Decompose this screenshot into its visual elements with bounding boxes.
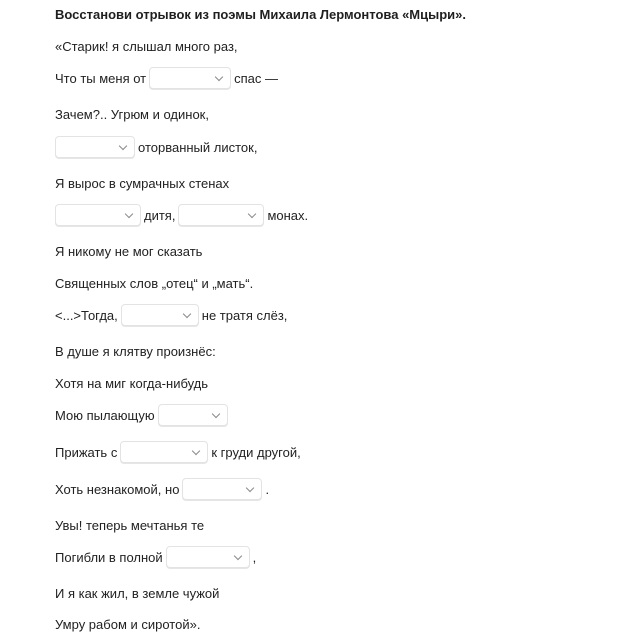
word-dropdown-5[interactable] xyxy=(121,304,199,326)
poem-text: «Старик! я слышал много раз, xyxy=(55,38,238,54)
chevron-down-icon xyxy=(211,409,219,417)
chevron-down-icon xyxy=(248,209,256,217)
poem-text: оторванный листок, xyxy=(138,139,258,155)
poem-text: спас — xyxy=(234,70,279,86)
poem-text: В душе я клятву произнёс: xyxy=(55,343,216,359)
poem-line xyxy=(55,477,269,501)
poem-text: Увы! теперь мечтанья те xyxy=(55,517,205,533)
chevron-down-icon xyxy=(119,141,127,149)
poem-text: Мою пылающую xyxy=(55,407,155,423)
poem-line xyxy=(55,135,257,159)
word-dropdown-8[interactable] xyxy=(182,478,262,500)
word-dropdown-1[interactable] xyxy=(149,67,231,89)
poem-text: Что ты меня от xyxy=(55,70,147,86)
poem-text: Прижать с xyxy=(55,444,118,460)
poem-text: Хоть незнакомой, но xyxy=(55,481,180,497)
chevron-down-icon xyxy=(215,72,223,80)
exercise-title: Восстанови отрывок из поэмы Михаила Лермонтова «Мцыри». xyxy=(55,7,466,22)
poem-text: Умру рабом и сиротой». xyxy=(55,616,201,632)
poem-line xyxy=(55,66,278,90)
poem-line xyxy=(55,339,216,363)
poem-line xyxy=(55,34,238,58)
poem-text: . xyxy=(265,481,270,497)
word-dropdown-6[interactable] xyxy=(158,404,228,426)
poem-text: Я никому не мог сказать xyxy=(55,243,203,259)
chevron-down-icon xyxy=(233,551,241,559)
poem-line xyxy=(55,239,202,263)
poem-line xyxy=(55,403,231,427)
poem-line xyxy=(55,545,256,569)
poem-text: к груди другой, xyxy=(211,444,301,460)
poem-line xyxy=(55,171,229,195)
chevron-down-icon xyxy=(246,483,254,491)
poem-line xyxy=(55,303,287,327)
chevron-down-icon xyxy=(125,209,133,217)
word-dropdown-9[interactable] xyxy=(166,546,250,568)
poem-line xyxy=(55,581,219,605)
poem-line xyxy=(55,440,301,464)
poem-line xyxy=(55,371,208,395)
poem-line xyxy=(55,203,308,227)
word-dropdown-3[interactable] xyxy=(55,204,141,226)
poem-text: Хотя на миг когда-нибудь xyxy=(55,375,209,391)
poem-text: Зачем?.. Угрюм и одинок, xyxy=(55,106,209,122)
poem-text: монах. xyxy=(267,207,309,223)
poem-text: Погибли в полной xyxy=(55,549,163,565)
poem-text: дитя, xyxy=(144,207,176,223)
poem-line xyxy=(55,271,253,295)
poem-line xyxy=(55,102,209,126)
chevron-down-icon xyxy=(192,446,200,454)
poem-text: Священных слов „отец“ и „мать“. xyxy=(55,275,254,291)
word-dropdown-4[interactable] xyxy=(178,204,264,226)
chevron-down-icon xyxy=(183,309,191,317)
poem-text: , xyxy=(252,549,257,565)
poem-text: не тратя слёз, xyxy=(201,307,288,323)
poem-text: <...>Тогда, xyxy=(55,307,118,323)
poem-line xyxy=(55,513,204,537)
poem-text: И я как жил, в земле чужой xyxy=(55,585,220,601)
word-dropdown-7[interactable] xyxy=(120,441,208,463)
word-dropdown-2[interactable] xyxy=(55,136,135,158)
poem-line xyxy=(55,612,200,636)
poem-text: Я вырос в сумрачных стенах xyxy=(55,175,230,191)
